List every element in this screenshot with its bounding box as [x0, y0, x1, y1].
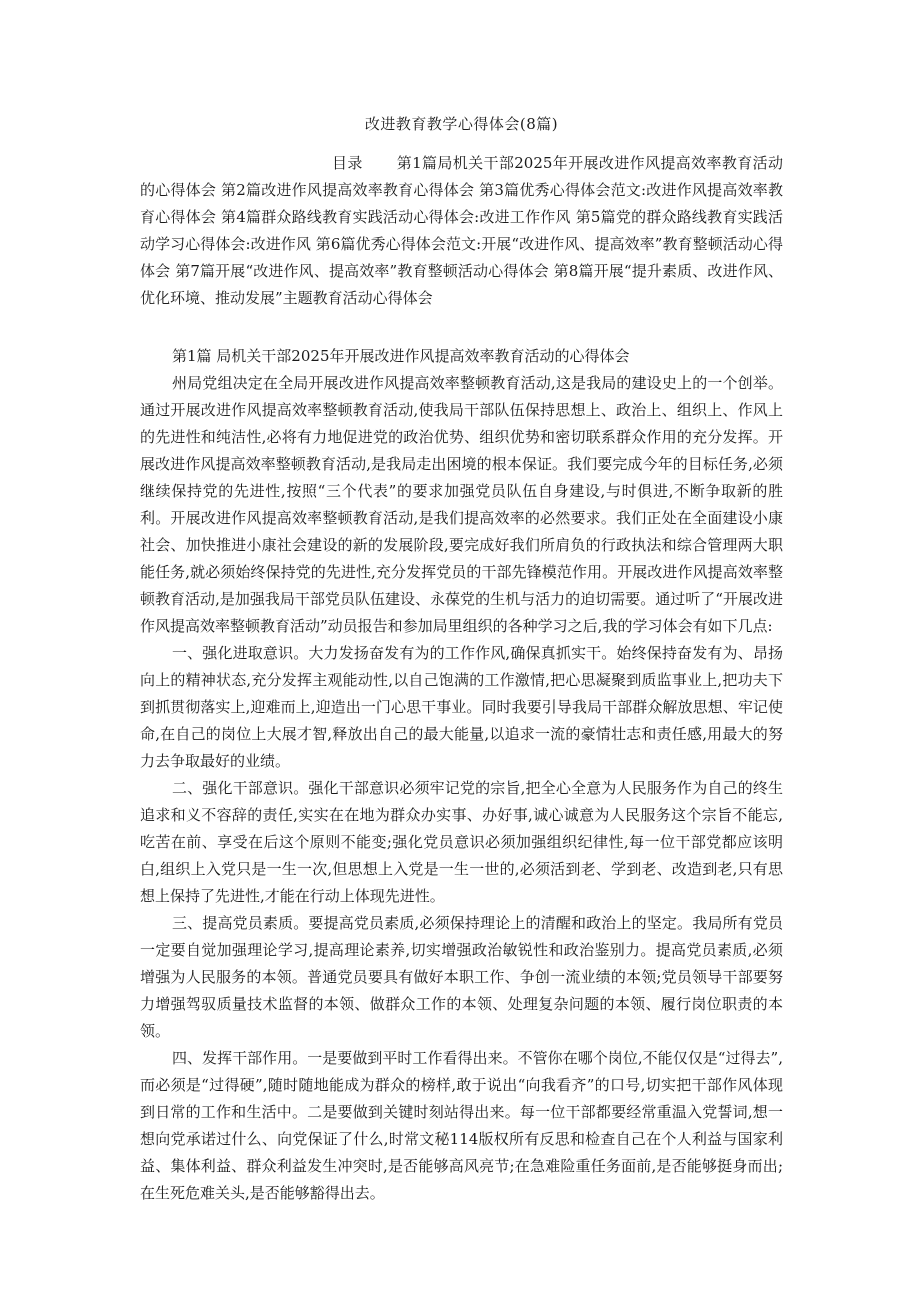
body-paragraph-point-2: 二、强化干部意识。强化干部意识必须牢记党的宗旨,把全心全意为人民服务作为自己的终生追求和义不容辞的责任,实实在在地为群众办实事、办好事,诚心诚意为人民服务这个宗旨不能忘,吃苦在前、享受在后这个原则不能变;强化党员意识必须加强组织纪律性,每一位干部党都应该明白,组织上入党只是一生一次,但思想上入党是一生一世的,必须活到老、学到老、改造到老,只有思想上保持了先进性,才能在行动上体现先进性。 — [140, 779, 783, 905]
body-paragraph-point-4: 四、发挥干部作用。一是要做到平时工作看得出来。不管你在哪个岗位,不能仅仅是“过得去”,而必须是“过得硬”,随时随地能成为群众的榜样,敢于说出“向我看齐”的口号,切实把干部作风体现到日常的工作和生活中。二是要做到关键时刻站得出来。每一位干部都要经常重温入党誓词,想一想向党承诺过什么、向党保证了什么,时常文秘114版权所有反思和检查自己在个人利益与国家利益、集体利益、群众利益发生冲突时,是否能够高风亮节;在急难险重任务面前,是否能够挺身而出;在生死危难关头,是否能够豁得出去。 — [140, 1049, 783, 1202]
document-page — [140, 112, 783, 1207]
section-spacer — [140, 312, 783, 343]
body-paragraph-point-1: 一、强化进取意识。大力发扬奋发有为的工作作风,确保真抓实干。始终保持奋发有为、昂扬向上的精神状态,充分发挥主观能动性,以自己饱满的工作激情,把心思凝聚到质监事业上,把功夫下到抓贯彻落实上,迎难而上,迎造出一门心思干事业。同时我要引导我局干部群众解放思想、牢记使命,在自己的岗位上大展才智,释放出自己的最大能量,以追求一流的豪情壮志和责任感,用最大的努力去争取最好的业绩。 — [140, 644, 783, 770]
document-title: 改进教育教学心得体会(8篇) — [364, 115, 559, 133]
toc-label: 目录 — [332, 154, 363, 172]
body-paragraph-intro: 州局党组决定在全局开展改进作风提高效率整顿教育活动,这是我局的建设史上的一个创举。通过开展改进作风提高效率整顿教育活动,使我局干部队伍保持思想上、政治上、组织上、作风上的先进性和纯洁性,必将有力地促进党的政治优势、组织优势和密切联系群众作用的充分发挥。开展改进作风提高效率整顿教育活动,是我局走出困境的根本保证。我们要完成今年的目标任务,必须继续保持党的先进性,按照“三个代表”的要求加强党员队伍自身建设,与时俱进,不断争取新的胜利。开展改进作风提高效率整顿教育活动,是我们提高效率的必然要求。我们正处在全面建设小康社会、加快推进小康社会建设的新的发展阶段,要完成好我们所肩负的行政执法和综合管理两大职能任务,就必须始终保持党的先进性,充分发挥党员的干部先锋模范作用。开展改进作风提高效率整顿教育活动,是加强我局干部党员队伍建设、永葆党的生机与活力的迫切需要。通过听了“开展改进作风提高效率整顿教育活动”动员报告和参加局里组织的各种学习之后,我的学习体会有如下几点: — [140, 374, 783, 635]
body-paragraph-point-3: 三、提高党员素质。要提高党员素质,必须保持理论上的清醒和政治上的坚定。我局所有党员一定要自觉加强理论学习,提高理论素养,切实增强政治敏锐性和政治鉴别力。提高党员素质,必须增强为人民服务的本领。普通党员要具有做好本职工作、争创一流业绩的本领;党员领导干部要努力增强驾驭质量技术监督的本领、做群众工作的本领、处理复杂问题的本领、履行岗位职责的本领。 — [140, 914, 783, 1040]
section-heading: 第1篇 局机关干部2025年开展改进作风提高效率教育活动的心得体会 — [172, 347, 630, 365]
toc-entries: 第1篇局机关干部2025年开展改进作风提高效率教育活动的心得体会 第2篇改进作风提高效率教育心得体会 第3篇优秀心得体会范文:改进作风提高效率教育心得体会 第4篇群众路线教育实践活动心得体会:改进工作作风 第5篇党的群众路线教育实践活动学习心得体会:改进作风 第6篇优秀心得体会范文:开展“改进作风、提高效率”教育整顿活动心得体会 第7篇开展“改进作风、提高效率”教育整顿活动心得体会 第8篇开展“提升素质、改进作风、优化环境、推动发展”主题教育活动心得体会 — [140, 154, 783, 307]
table-of-contents — [140, 150, 783, 312]
